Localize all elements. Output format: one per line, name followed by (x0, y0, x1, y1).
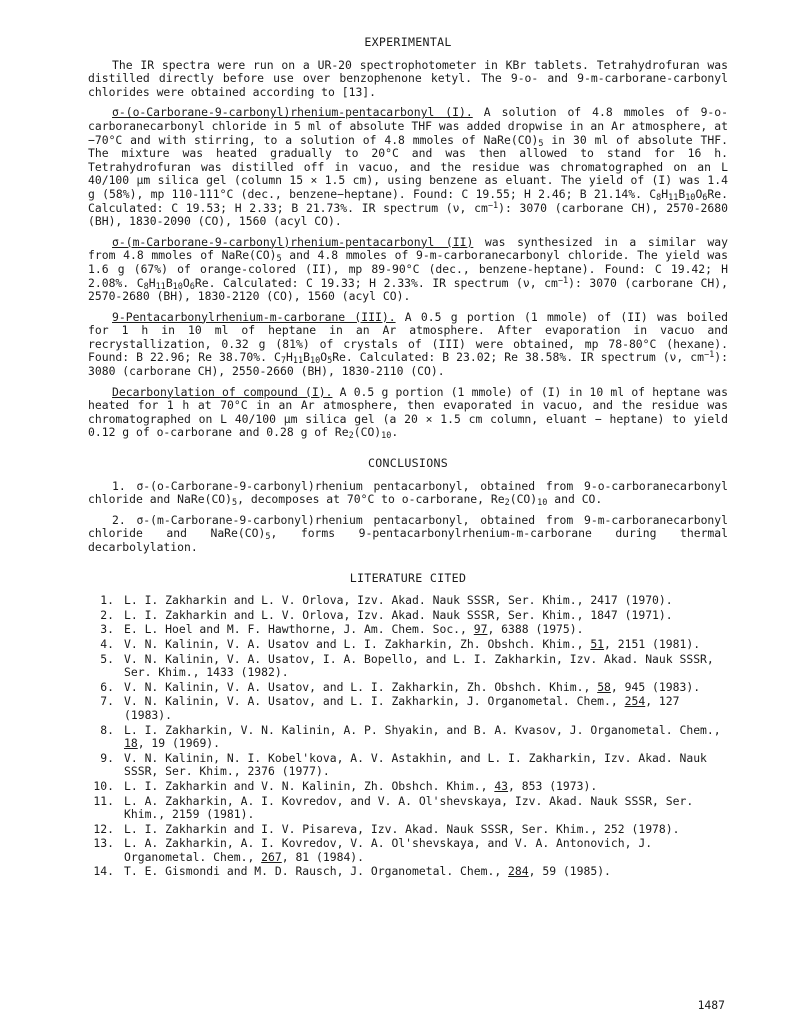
procedure-title: 9-Pentacarbonylrhenium-m-carborane (III). (112, 309, 396, 324)
reference-item: 5. V. N. Kalinin, V. A. Usatov, I. A. Bopello, and L. I. Zakharkin, Izv. Akad. Nauk SSSR, Ser. Khim., 1433 (1982). (100, 651, 714, 680)
procedure-compound-1: σ-(o-Carborane-9-carbonyl)rhenium-pentacarbonyl (I). A solution of 4.8 mmoles of 9-o-carboranecarbonyl chloride in 5 ml of absolute THF was added dropwise in an Ar atmosphere, at −70°C and with stirring, to a solution of 4.8 mmoles of $NaRe(CO)_5$ in 30 ml of absolute THF. The mixture was heated gradually to 20°C and was then allowed to stand for 16 h. Tetrahydrofuran was distilled off in vacuo, and the residue was chromatographed on an L 40/100 μm silica gel (column 15 × 1.5 cm), using benzene as eluant. The yield of (I) was 1.4 g (58%), mp 110-111°C (dec., benzene−heptane). Found: C 19.55; H 2.46; B 21.14%. $C_8H_{11}B_{10}O_6Re$. Calculated: C 19.53; H 2.33; B 21.73%. IR spectrum (ν, $cm^{-1}$): 3070 (carborane CH), 2570-2680 (BH), 1830-2090 (CO), 1560 (acyl CO). (88, 105, 728, 229)
reference-item: 14. T. E. Gismondi and M. D. Rausch, J. Organometal. Chem., 284, 59 (1985). (93, 864, 611, 879)
page-number: 1487 (697, 998, 725, 1012)
reference-item: 11. L. A. Zakharkin, A. I. Kovredov, and V. A. Ol'shevskaya, Izv. Akad. Nauk SSSR, Ser. Khim., 2159 (1981). (93, 793, 694, 822)
procedure-compound-3: 9-Pentacarbonylrhenium-m-carborane (III). A 0.5 g portion (1 mmole) of (II) was boiled for 1 h in 10 ml of heptane in an Ar atmosphere. After evaporation in vacuo and recrystallization, 0.32 g (81%) of crystals of (III) were obtained, mp 78-80°C (hexane). Found: B 22.96; Re 38.70%. $C_7H_{11}B_{10}O_5Re$. Calculated: B 23.02; Re 38.58%. IR spectrum (ν, $cm^{-1}$): 3080 (carborane CH), 2550-2660 (BH), 1830-2110 (CO). (88, 309, 728, 379)
procedure-title: σ-(m-Carborane-9-carbonyl)rhenium-pentacarbonyl (II) (112, 234, 474, 249)
procedure-compound-2: σ-(m-Carborane-9-carbonyl)rhenium-pentacarbonyl (II) was synthesized in a similar way from 4.8 mmoles of $NaRe(CO)_5$ and 4.8 mmoles of 9-m-carboranecarbonyl chloride. The yield was 1.6 g (67%) of orange-colored (II), mp 89-90°C (dec., benzene-heptane). Found: C 19.42; H 2.08%. $C_8H_{11}B_{10}O_6Re$. Calculated: C 19.33; H 2.33%. IR spectrum (ν, $cm^{-1}$): 3070 (carborane CH), 2570-2680 (BH), 1830-2120 (CO), 1560 (acyl CO). (88, 234, 728, 304)
paper-page (88, 36, 728, 880)
procedure-title: Decarbonylation of compound (I). (112, 384, 333, 399)
literature-heading: LITERATURE CITED (349, 570, 467, 585)
conclusion-1: 1. σ-(o-Carborane-9-carbonyl)rhenium pentacarbonyl, obtained from 9-o-carboranecarbonyl chloride and $NaRe(CO)_5$, decomposes at 70°C to o-carborane, $Re_2(CO)_{10}$ and CO. (88, 478, 728, 509)
procedure-title: σ-(o-Carborane-9-carbonyl)rhenium-pentacarbonyl (I). (112, 105, 473, 120)
reference-item: 7. V. N. Kalinin, V. A. Usatov, and L. I. Zakharkin, J. Organometal. Chem., 254, 127 (1983). (100, 694, 680, 722)
reference-item: 2. L. I. Zakharkin and L. V. Orlova, Izv. Akad. Nauk SSSR, Ser. Khim., 1847 (1971). (100, 607, 673, 622)
reference-item: 9. V. N. Kalinin, N. I. Kobel'kova, A. V. Astakhin, and L. I. Zakharkin, Izv. Akad. Nauk SSSR, Ser. Khim., 2376 (1977). (100, 750, 707, 779)
experimental-heading: EXPERIMENTAL (364, 35, 452, 49)
reference-item: 13. L. A. Zakharkin, A. I. Kovredov, V. A. Ol'shevskaya, and V. A. Antonovich, J. Organometal. Chem., 267, 81 (1984). (93, 836, 653, 864)
reference-item: 8. L. I. Zakharkin, V. N. Kalinin, A. P. Shyakin, and B. A. Kvasov, J. Organometal. Chem., 18, 19 (1969). (100, 722, 721, 751)
reference-item: 6. V. N. Kalinin, V. A. Usatov, and L. I. Zakharkin, Zh. Obshch. Khim., 58, 945 (1983). (100, 679, 701, 694)
reference-item: 1. L. I. Zakharkin and L. V. Orlova, Izv. Akad. Nauk SSSR, Ser. Khim., 2417 (1970). (100, 593, 673, 608)
reference-item: 10. L. I. Zakharkin and V. N. Kalinin, Zh. Obshch. Khim., 43, 853 (1973). (93, 778, 598, 793)
reference-list (88, 594, 728, 879)
conclusions-heading: CONCLUSIONS (367, 456, 449, 471)
procedure-decarbonylation: Decarbonylation of compound (I). A 0.5 g portion (1 mmole) of (I) in 10 ml of heptane was heated for 1 h at 70°C in an Ar atmosphere, then evaporated in vacuo, and the residue was chromatographed on L 40/100 μm silica gel (a 20 × 1.5 cm column, eluant − heptane) to yield 0.12 g of o-carborane and 0.28 g of $Re_2(CO)_{10}$. (88, 384, 728, 442)
reference-item: 3. E. L. Hoel and M. F. Hawthorne, J. Am. Chem. Soc., 97, 6388 (1975). (100, 622, 584, 637)
experimental-intro: The IR spectra were run on a UR-20 spectrophotometer in KBr tablets. Tetrahydrofuran was distilled directly before use over benzophenone ketyl. The 9-o- and 9-m-carborane-carbonyl chlorides were obtained according to [13]. (88, 57, 728, 99)
reference-item: 4. V. N. Kalinin, V. A. Usatov and L. I. Zakharkin, Zh. Obshch. Khim., 51, 2151 (1981). (100, 636, 701, 651)
conclusion-2: 2. σ-(m-Carborane-9-carbonyl)rhenium pentacarbonyl, obtained from 9-m-carboranecarbonyl chloride and $NaRe(CO)_5$, forms 9-pentacarbonylrhenium-m-carborane during thermal decarbolylation. (88, 512, 728, 554)
reference-item: 12. L. I. Zakharkin and I. V. Pisareva, Izv. Akad. Nauk SSSR, Ser. Khim., 252 (1978). (93, 821, 680, 836)
